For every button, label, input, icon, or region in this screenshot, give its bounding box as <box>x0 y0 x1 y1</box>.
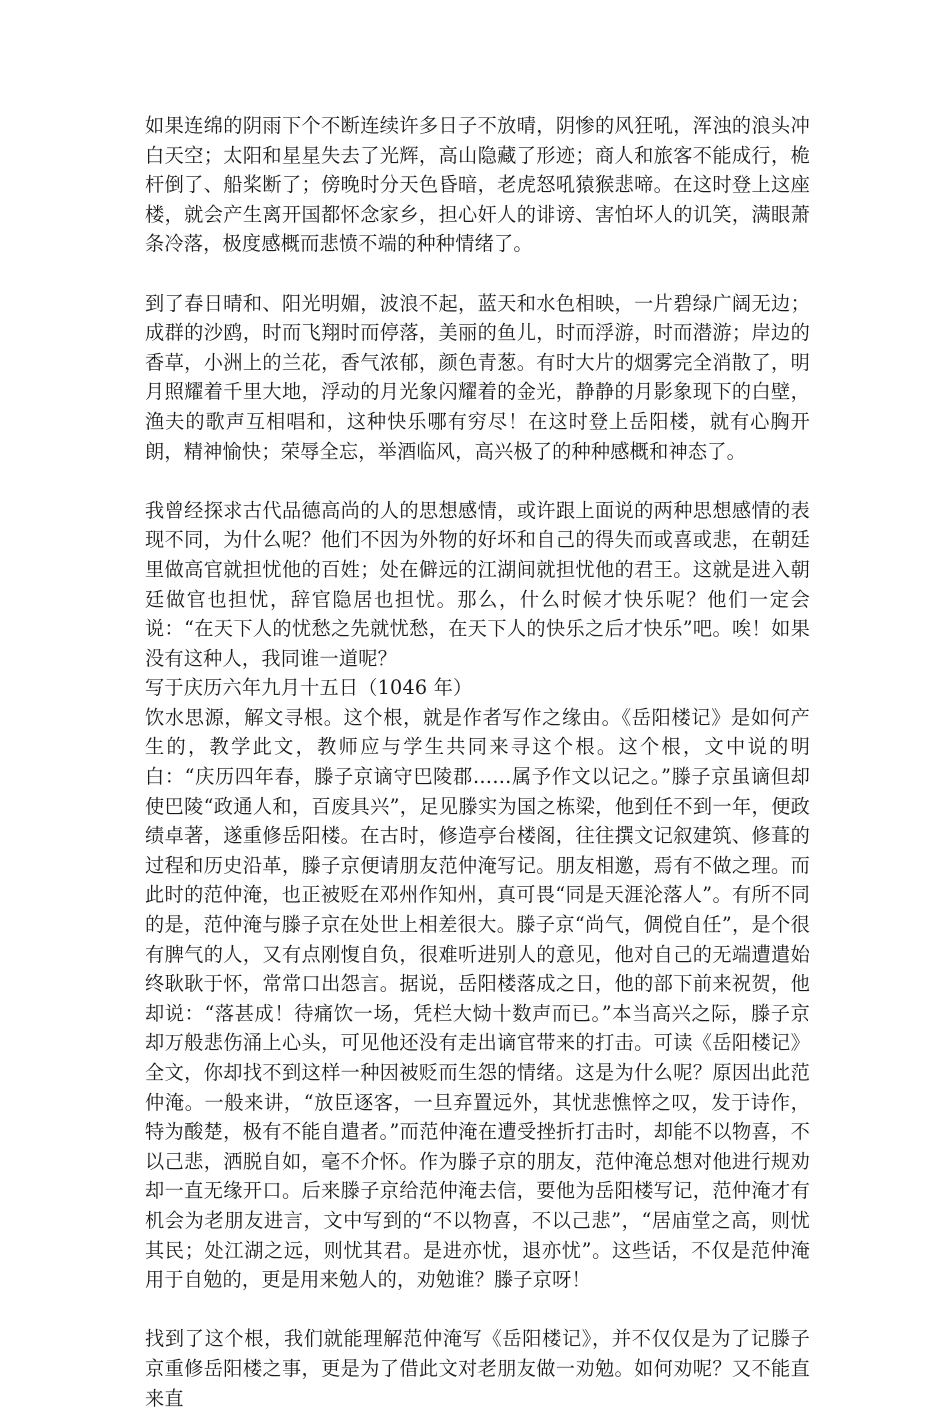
translation-paragraph-2: 到了春日晴和、阳光明媚，波浪不起，蓝天和水色相映，一片碧绿广阔无边；成群的沙鸥，时而飞翔时而停落，美丽的鱼儿，时而浮游，时而潜游；岸边的香草，小洲上的兰花，香气浓郁，颜色青葱。有时大片的烟雾完全消散了，明月照耀着千里大地，浮动的月光象闪耀着的金光，静静的月影象现下的白壁，渔夫的歌声互相唱和，这种快乐哪有穷尽！在这时登上岳阳楼，就有心胸开朗，精神愉快；荣辱全忘，举酒临风，高兴极了的种种感概和神态了。 <box>145 291 810 463</box>
translation-paragraph-1: 如果连绵的阴雨下个不断连续许多日子不放晴，阴惨的风狂吼，浑浊的浪头冲白天空；太阳和星星失去了光辉，高山隐藏了形迹；商人和旅客不能成行，桅杆倒了、船桨断了；傍晚时分天色昏暗，老虎怒吼猿猴悲啼。在这时登上这座楼，就会产生离开国都怀念家乡，担心奸人的诽谤、害怕坏人的讥笑，满眼萧条冷落，极度感概而悲愤不端的种种情绪了。 <box>145 114 810 256</box>
essay-paragraph: 饮水思源，解文寻根。这个根，就是作者写作之缘由。《岳阳楼记》是如何产生的，教学此文，教师应与学生共同来寻这个根。这个根，文中说的明白：“庆历四年春，滕子京谪守巴陵郡……属予作文以记之。”滕子京虽谪但却使巴陵“政通人和，百废具兴”，足见滕实为国之栋梁，他到任不到一年，便政绩卓著，遂重修岳阳楼。在古时，修造亭台楼阁，往往撰文记叙建筑、修葺的过程和历史沿革，滕子京便请朋友范仲淹写记。朋友相邀，焉有不做之理。而此时的范仲淹，也正被贬在邓州作知州，真可畏“同是天涯沦落人”。有所不同的是，范仲淹与滕子京在处世上相差很大。滕子京“尚气，倜傥自任”，是个很有脾气的人，又有点刚愎自负，很难听进别人的意见，他对自己的无端遭遣始终耿耿于怀，常常口出怨言。据说，岳阳楼落成之日，他的部下前来祝贺，他却说：“落甚成！待痛饮一场，凭栏大恸十数声而已。”本当高兴之际，滕子京却万般悲伤涌上心头，可见他还没有走出谪官带来的打击。可读《岳阳楼记》全文，你却找不到这样一种因被贬而生怨的情绪。这是为什么呢？原因出此范仲淹。一般来讲，“放臣逐客，一旦弃置远外，其忧悲憔悴之叹，发于诗作，特为酸楚，极有不能自遣者。”而范仲淹在遭受挫折打击时，却能不以物喜，不以己悲，洒脱自如，毫不介怀。作为滕子京的朋友，范仲淹总想对他进行规劝却一直无缘开口。后来滕子京给范仲淹去信，要他为岳阳楼写记，范仲淹才有机会为老朋友进言，文中写到的“不以物喜，不以己悲”，“居庙堂之高，则忧其民；处江湖之远，则忧其君。是进亦忧，退亦忧”。这些话，不仅是范仲淹用于自勉的，更是用来勉人的，劝勉谁？滕子京呀！ <box>145 705 810 1292</box>
document-page <box>145 111 810 1413</box>
closing-paragraph: 找到了这个根，我们就能理解范仲淹写《岳阳楼记》，并不仅仅是为了记滕子京重修岳阳楼之事，更是为了借此文对老朋友做一劝勉。如何劝呢？又不能直来直 <box>145 1327 810 1410</box>
translation-paragraph-3: 我曾经探求古代品德高尚的人的思想感情，或许跟上面说的两种思想感情的表现不同，为什么呢？他们不因为外物的好坏和自己的得失而或喜或悲，在朝廷里做高官就担忧他的百姓；处在僻远的江湖间就担忧他的君王。这就是进入朝廷做官也担忧，辞官隐居也担忧。那么，什么时候才快乐呢？他们一定会说：“在天下人的忧愁之先就忧愁，在天下人的快乐之后才快乐”吧。唉！如果没有这种人，我同谁一道呢？ <box>145 498 810 670</box>
dateline: 写于庆历六年九月十五日（1046 年） <box>145 676 473 700</box>
